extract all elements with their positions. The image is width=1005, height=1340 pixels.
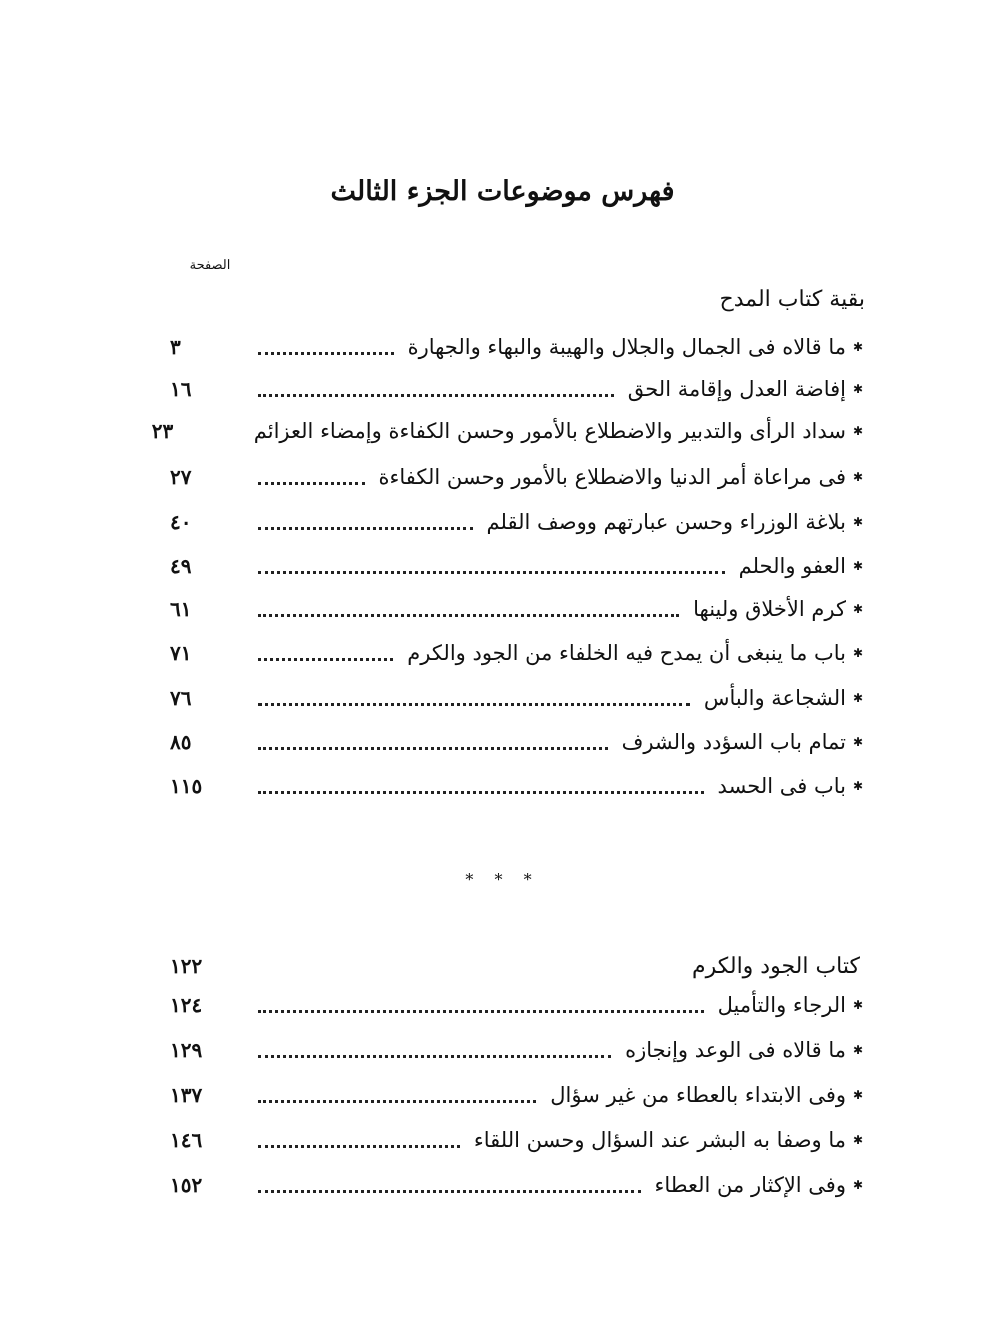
bullet-icon: ✱ xyxy=(852,779,864,793)
toc-entry xyxy=(170,457,870,497)
toc-entry-page: ٨٥ xyxy=(170,730,192,754)
bullet-icon: ✱ xyxy=(852,998,864,1012)
toc-entry-page: ١٣٧ xyxy=(170,1083,203,1107)
toc-entry-page: ٣ xyxy=(170,335,181,359)
toc-entry-page: ١٤٦ xyxy=(170,1128,203,1152)
toc-entry xyxy=(170,1075,870,1115)
toc-entry-page: ١٢٤ xyxy=(170,993,203,1017)
leader-dots xyxy=(258,351,394,355)
bullet-icon: ✱ xyxy=(852,382,864,396)
toc-entry-page: ٢٣ xyxy=(151,419,174,443)
leader-dots xyxy=(258,481,365,485)
bullet-icon: ✱ xyxy=(852,1043,864,1057)
toc-entry xyxy=(170,1120,870,1160)
toc-entry-label: ما قالاه فى الجمال والجلال والهيبة والبهاء والجهارة xyxy=(407,335,846,359)
leader-dots xyxy=(258,570,725,574)
toc-entry-label: بلاغة الوزراء وحسن عبارتهم ووصف القلم xyxy=(486,510,846,534)
bullet-icon: ✱ xyxy=(852,735,864,749)
toc-entry xyxy=(170,502,870,542)
page-column-label: الصفحة xyxy=(189,258,231,273)
toc-entry-label: باب ما ينبغى أن يمدح فيه الخلفاء من الجود والكرم xyxy=(407,641,846,665)
toc-entry xyxy=(151,411,870,451)
leader-dots xyxy=(258,746,608,750)
toc-entry-label: وفى الابتداء بالعطاء من غير سؤال xyxy=(550,1083,846,1107)
toc-entry-label: باب فى الحسد xyxy=(717,774,846,798)
toc-entry xyxy=(170,327,870,367)
section-heading: كتاب الجود والكرم xyxy=(691,953,860,979)
leader-dots xyxy=(258,526,473,530)
page-title: فهرس موضوعات الجزء الثالث xyxy=(330,176,675,207)
section-heading-page: ١٢٢ xyxy=(170,954,203,978)
toc-entry xyxy=(170,546,870,586)
toc-entry-page: ١٦ xyxy=(170,377,192,401)
section-separator: * * * xyxy=(465,870,540,889)
toc-entry xyxy=(170,722,870,762)
bullet-icon: ✱ xyxy=(852,515,864,529)
toc-entry-page: ٧١ xyxy=(170,641,192,665)
bullet-icon: ✱ xyxy=(852,602,864,616)
toc-entry-page: ٤٠ xyxy=(170,510,192,534)
bullet-icon: ✱ xyxy=(852,470,864,484)
section-heading-row xyxy=(170,945,870,987)
toc-entry xyxy=(170,1030,870,1070)
leader-dots xyxy=(258,657,393,661)
toc-entry-label: ما وصفا به البشر عند السؤال وحسن اللقاء xyxy=(473,1128,846,1152)
toc-entry xyxy=(170,633,870,673)
toc-entry-label: كرم الأخلاق ولينها xyxy=(693,597,846,621)
leader-dots xyxy=(258,1054,611,1058)
leader-dots xyxy=(258,393,614,397)
toc-entry-page: ٧٦ xyxy=(170,686,192,710)
toc-entry-label: فى مراعاة أمر الدنيا والاضطلاع بالأمور وحسن الكفاءة xyxy=(378,465,846,489)
toc-entry xyxy=(170,985,870,1025)
toc-entry xyxy=(170,589,870,629)
bullet-icon: ✱ xyxy=(852,424,864,438)
bullet-icon: ✱ xyxy=(852,559,864,573)
leader-dots xyxy=(258,1099,536,1103)
toc-entry xyxy=(170,766,870,806)
toc-entry-label: الشجاعة والبأس xyxy=(703,686,846,710)
toc-entry-label: العفو والحلم xyxy=(738,554,846,578)
toc-entry-label: سداد الرأى والتدبير والاضطلاع بالأمور وحسن الكفاءة وإمضاء العزائم xyxy=(253,419,846,443)
toc-entry-label: إفاضة العدل وإقامة الحق xyxy=(627,377,846,401)
leader-dots xyxy=(258,790,704,794)
toc-entry-label: ما قالاه فى الوعد وإنجازه xyxy=(625,1038,846,1062)
bullet-icon: ✱ xyxy=(852,1088,864,1102)
leader-dots xyxy=(258,1009,704,1013)
bullet-icon: ✱ xyxy=(852,1133,864,1147)
toc-entry-page: ٤٩ xyxy=(170,554,192,578)
bullet-icon: ✱ xyxy=(852,340,864,354)
bullet-icon: ✱ xyxy=(852,691,864,705)
leader-dots xyxy=(258,613,679,617)
toc-entry-page: ٢٧ xyxy=(170,465,192,489)
bullet-icon: ✱ xyxy=(852,1178,864,1192)
toc-entry xyxy=(170,369,870,409)
toc-entry-label: وفى الإكثار من العطاء xyxy=(654,1173,846,1197)
toc-entry-label: تمام باب السؤدد والشرف xyxy=(621,730,846,754)
leader-dots xyxy=(258,702,690,706)
leader-dots xyxy=(258,1144,460,1148)
toc-entry-page: ١١٥ xyxy=(170,774,203,798)
section-heading: بقية كتاب المدح xyxy=(719,287,865,312)
toc-entry-page: ١٥٢ xyxy=(170,1173,203,1197)
toc-entry xyxy=(170,1165,870,1205)
toc-entry xyxy=(170,678,870,718)
toc-entry-label: الرجاء والتأميل xyxy=(717,993,846,1017)
leader-dots xyxy=(258,1189,641,1193)
bullet-icon: ✱ xyxy=(852,646,864,660)
toc-entry-page: ٦١ xyxy=(170,597,192,621)
toc-entry-page: ١٢٩ xyxy=(170,1038,203,1062)
